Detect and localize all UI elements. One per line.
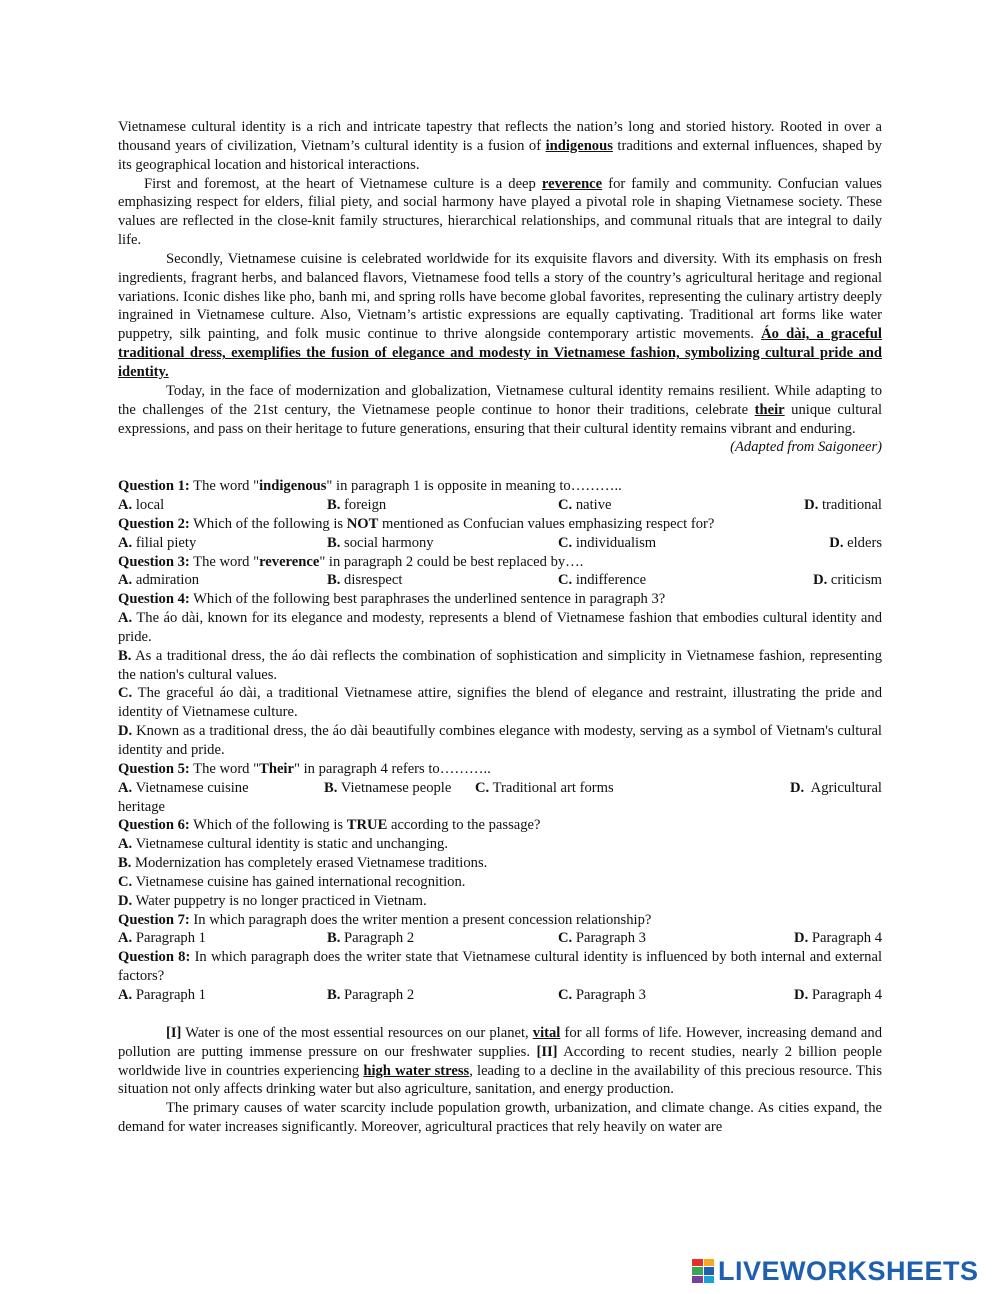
passage1-paragraph-4: Today, in the face of modernization and globalization, Vietnamese cultural identity remains resilient. While adapting to the challenges of the 21st century, the Vietnamese people continue to honor their traditions, celebrate their unique cultural expressions, and pass on their heritage to future generations, ensuring that their cultural identity remains vibrant and enduring. xyxy=(118,382,883,437)
brand-name: LIVEWORKSHEETS xyxy=(718,1255,979,1286)
option-b[interactable]: B. social harmony xyxy=(327,534,434,551)
option-a[interactable]: A. local xyxy=(118,497,165,514)
option-a[interactable]: A. Paragraph 1 xyxy=(118,986,206,1003)
option-b[interactable]: B. foreign xyxy=(327,497,387,514)
option-b[interactable]: B. Paragraph 2 xyxy=(327,930,415,947)
option-a[interactable]: A. Vietnamese cultural identity is static and unchanging. xyxy=(118,836,448,853)
passage1-paragraph-1: Vietnamese cultural identity is a rich and intricate tapestry that reflects the nation’s long and storied history. Rooted in over a thousand years of civilization, Vietnam’s cultural identity is a fusion of indigenous traditions and external influences, shaped by its geographical location and historical interactions. xyxy=(118,119,882,173)
option-d[interactable]: D. Water puppetry is no longer practiced in Vietnam. xyxy=(118,892,427,909)
worksheet-page xyxy=(118,118,882,1137)
question-7: Question 7: In which paragraph does the writer mention a present concession relationship? A. Paragraph 1 B. Paragraph 2 C. Paragraph 3 D. Paragraph 4 xyxy=(118,911,882,947)
keyword-high-water-stress: high water stress xyxy=(363,1062,470,1079)
option-b[interactable]: B. Paragraph 2 xyxy=(327,986,415,1003)
option-c[interactable]: C. The graceful áo dài, a traditional Vietnamese attire, signifies the blend of elegance and restraint, illustrating the pride and identity of Vietnamese culture. xyxy=(118,685,882,721)
option-a[interactable]: A. admiration xyxy=(118,572,200,589)
option-d[interactable]: D. Agricultural xyxy=(789,779,882,796)
option-c[interactable]: C. Traditional art forms xyxy=(475,779,614,796)
option-c[interactable]: C. Paragraph 3 xyxy=(558,930,646,947)
marker-2: [II] xyxy=(536,1043,558,1060)
keyword-their: their xyxy=(754,401,785,418)
option-b[interactable]: B. Vietnamese people xyxy=(324,779,452,796)
source-citation: (Adapted from Saigoneer) xyxy=(730,439,882,456)
passage2-paragraph-2: The primary causes of water scarcity include population growth, urbanization, and climate change. As cities expand, the demand for water increases significantly. Moreover, agricultural practices that rely heavily on water are xyxy=(118,1100,882,1136)
question-8: Question 8: In which paragraph does the writer state that Vietnamese cultural identity is influenced by both internal and external factors? A. Paragraph 1 B. Paragraph 2 C. Paragraph 3 D. Paragraph 4 xyxy=(118,949,882,1003)
option-d[interactable]: D. Known as a traditional dress, the áo dài beautifully combines elegance with modesty, serving as a symbol of Vietnam's cultural identity and pride. xyxy=(118,723,882,758)
option-b[interactable]: B. disrespect xyxy=(327,572,403,589)
keyword-vital: vital xyxy=(532,1024,561,1041)
passage1-paragraph-3: Secondly, Vietnamese cuisine is celebrated worldwide for its exquisite flavors and diversity. With its emphasis on fresh ingredients, fragrant herbs, and balanced flavors, Vietnamese food tells a story of the country’s agricultural heritage and regional variations. Iconic dishes like pho, banh mi, and spring rolls have become global favorites, representing the culinary artistry deeply ingrained in Vietnamese culture. Also, Vietnam’s artistic expressions are equally captivating. Traditional art forms like water puppetry, silk painting, and folk music continue to thrive alongside contemporary artistic movements. Áo dài, a graceful traditional dress, exemplifies the fusion of elegance and modesty in Vietnamese fashion, symbolizing cultural pride and identity. xyxy=(118,250,882,380)
passage2-paragraph-1: [I] Water is one of the most essential resources on our planet, vital for all forms of life. However, increasing demand and pollution are putting immense pressure on our freshwater supplies. [II] According to recent studies, nearly 2 billion people worldwide live in countries experiencing high water stress, leading to a decline in the availability of this precious resource. This situation not only affects drinking water but also agriculture, sanitation, and energy production. xyxy=(118,1024,883,1098)
option-b[interactable]: B. Modernization has completely erased Vietnamese traditions. xyxy=(118,855,488,872)
question-1: Question 1: The word "indigenous" in paragraph 1 is opposite in meaning to……….. A. local B. foreign C. native D. traditional xyxy=(118,478,882,514)
question-2: Question 2: Which of the following is NOT mentioned as Confucian values emphasizing respect for? A. filial piety B. social harmony C. individualism D. elders xyxy=(118,515,882,551)
keyword-indigenous: indigenous xyxy=(545,137,613,154)
option-b[interactable]: B. As a traditional dress, the áo dài reflects the combination of sophistication and simplicity in Vietnamese fashion, representing the nation's cultural values. xyxy=(118,647,882,683)
question-6: Question 6: Which of the following is TRUE according to the passage? A. Vietnamese cultural identity is static and unchanging. B. Modernization has completely erased Vietnamese traditions. C. Vietnamese cuisine has gained international recognition. D. Water puppetry is no longer practiced in Vietnam. xyxy=(118,816,882,910)
option-d[interactable]: D. Paragraph 4 xyxy=(794,986,882,1003)
option-d[interactable]: D. elders xyxy=(829,534,882,551)
option-a[interactable]: A. filial piety xyxy=(118,534,197,551)
option-d[interactable]: D. traditional xyxy=(804,497,882,514)
question-4: Question 4: Which of the following best paraphrases the underlined sentence in paragraph 3? A. The áo dài, known for its elegance and modesty, represents a blend of Vietnamese fashion that embodies cultural identity and pride. B. As a traditional dress, the áo dài reflects the combination of sophistication and simplicity in Vietnamese fashion, representing the nation's cultural values. C. The graceful áo dài, a traditional Vietnamese attire, signifies the blend of elegance and restraint, illustrating the pride and identity of Vietnamese culture. D. Known as a traditional dress, the áo dài beautifully combines elegance with modesty, serving as a symbol of Vietnam's cultural identity and pride. xyxy=(118,591,882,758)
option-c[interactable]: C. Paragraph 3 xyxy=(558,986,646,1003)
option-c[interactable]: C. individualism xyxy=(558,534,657,551)
question-3: Question 3: The word "reverence" in paragraph 2 could be best replaced by…. A. admiration B. disrespect C. indifference D. criticism xyxy=(118,553,882,589)
option-c[interactable]: C. indifference xyxy=(558,572,647,589)
underlined-sentence: Áo dài, a graceful traditional dress, exemplifies the fusion of elegance and modesty in Vietnamese fashion, symbolizing cultural pride and identity. xyxy=(118,326,882,380)
option-a[interactable]: A. Vietnamese cuisine xyxy=(118,779,249,796)
passage1-paragraph-2: First and foremost, at the heart of Vietnamese culture is a deep reverence for family and community. Confucian values emphasizing respect for elders, filial piety, and social harmony have played a pivotal role in shaping Vietnamese society. These values are reflected in the close-knit family structures, hierarchical relationships, and communal rituals that are integral to daily life. xyxy=(118,175,882,249)
option-a[interactable]: A. Paragraph 1 xyxy=(118,930,206,947)
option-c[interactable]: C. native xyxy=(558,497,612,514)
option-d-continuation: heritage xyxy=(118,798,165,815)
option-a[interactable]: A. The áo dài, known for its elegance and modesty, represents a blend of Vietnamese fashion that embodies cultural identity and pride. xyxy=(118,610,882,645)
marker-1: [I] xyxy=(166,1024,182,1041)
option-c[interactable]: C. Vietnamese cuisine has gained international recognition. xyxy=(118,873,466,890)
option-d[interactable]: D. criticism xyxy=(813,572,882,589)
option-d[interactable]: D. Paragraph 4 xyxy=(794,930,882,947)
logo-blocks-icon xyxy=(692,1259,714,1283)
question-5: Question 5: The word "Their" in paragraph 4 refers to……….. A. Vietnamese cuisine B. Vietnamese people C. Traditional art forms D. Agricultural heritage xyxy=(118,760,882,815)
keyword-reverence: reverence xyxy=(541,175,603,192)
liveworksheets-logo[interactable] xyxy=(692,1255,988,1287)
